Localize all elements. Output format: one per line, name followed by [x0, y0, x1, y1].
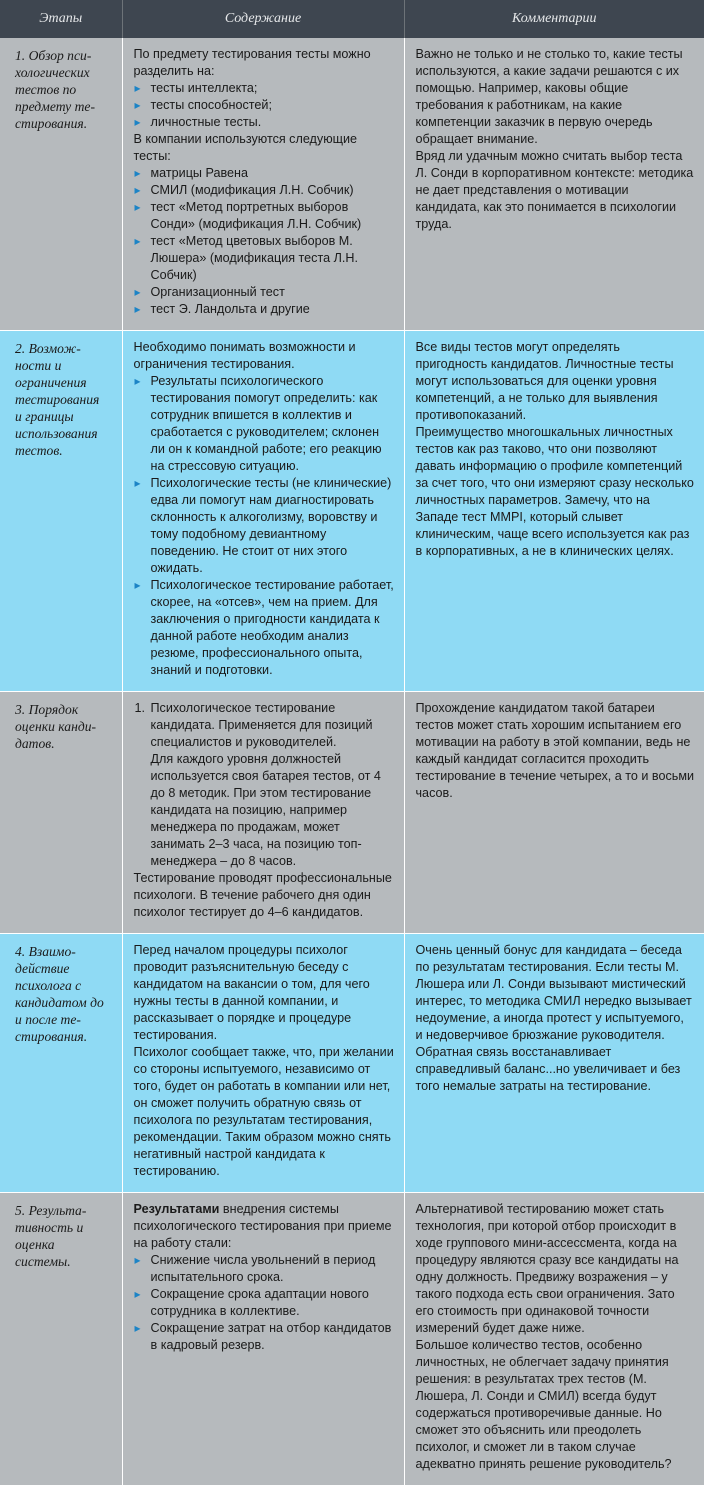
comment-cell	[404, 692, 704, 934]
content-intro-rest: внедрения системы психологического тестирования при приеме на работу стали:	[133, 1202, 392, 1250]
header-content: Содержание	[122, 0, 404, 38]
comment-paragraph: Большое количество тестов, особенно личностных, не облегчает задачу принятия решения: в результатах трех тестов (М. Люшера, Л. Сонди и СМИЛ) всегда будут содержаться противоречивые данные. Но сможет это объяснить или преодолеть психолог, и сможет ли в таком случае адекватно принять решение руководитель?	[415, 1338, 672, 1471]
table-row	[0, 1193, 704, 1486]
table-row	[0, 38, 704, 331]
list-item: ▸ Сокращение срока адаптации нового сотрудника в коллективе.	[134, 1286, 396, 1320]
comment-paragraph: Преимущество многошкальных личностных тестов как раз таково, что они позволяют давать информацию о профиле компетенций за счет того, что они измеряют сразу несколько личностных параметров. Замечу, что на Западе тест MMPI, который слывет клиническим, чаще всего используется как раз в корпоративных, а не в клинических целях.	[415, 425, 694, 558]
comment-cell	[404, 38, 704, 331]
content-cell	[122, 692, 404, 934]
table-row	[0, 331, 704, 692]
list-item: ▸ Психологическое тестирование работает, скорее, на «отсев», чем на прием. Для заключения о пригодности кандидата к данной работе необходим анализ резюме, профессионального опыта, знаний и подготовки.	[134, 577, 396, 679]
comment-paragraph: Все виды тестов могут определять пригодность кандидатов. Личностные тесты могут использоваться для оценки уровня компетенций, а не только для выявления противопоказаний.	[415, 340, 674, 422]
comment-paragraph: Очень ценный бонус для кандидата – беседа по результатам тестирования. Если тесты М. Люшера или Л. Сонди вызывают мистический интерес, то методика СМИЛ нередко вызывает недоумение, а иногда протест у испытуемого, и недоверчивое брюзжание руководителя.	[415, 943, 692, 1042]
numbered-list	[134, 700, 396, 751]
list-item: ▸ тесты способностей;	[134, 97, 396, 114]
list-item: ▸ тест «Метод портретных выборов Сонди» (модификация Л.Н. Собчик)	[134, 199, 396, 233]
list-item-number: 1.	[134, 701, 146, 715]
list-item-text: Психологическое тестирование кандидата. Применяется для позиций специалистов и руководителей.	[150, 701, 373, 749]
comment-cell	[404, 331, 704, 692]
table-row	[0, 934, 704, 1193]
stage-cell: 2. Возможности и ограничения тестирования и границы использования тестов.	[0, 331, 122, 692]
content-paragraph: Психолог сообщает также, что, при желании со стороны испытуемого, независимо от того, будет он работать в компании или нет, он сможет получить обратную связь от психолога по результатам тестирования, рекомендации. Таким образом можно снять негативный настрой кандидата к тестированию.	[133, 1045, 394, 1178]
stage-cell: 5. Результативность и оценка системы.	[0, 1193, 122, 1486]
comment-paragraph: Обратная связь восстанавливает справедливый баланс...но увеличивает и без того немалые затраты на тестирование.	[415, 1045, 681, 1093]
list-item: ▸ тест «Метод цветовых выборов М. Люшера» (модификация теста Л.Н. Собчик)	[134, 233, 396, 284]
content-intro-2: В компании используются следующие тесты:	[133, 132, 358, 163]
content-cell	[122, 934, 404, 1193]
stage-cell: 3. Порядок оценки кандидатов.	[0, 692, 122, 934]
comment-cell	[404, 934, 704, 1193]
comment-cell	[404, 1193, 704, 1486]
bullet-list	[134, 80, 396, 131]
stage-cell: 1. Обзор психологических тестов по предмету тестирования.	[0, 38, 122, 331]
content-intro-bold: Результатами	[133, 1202, 220, 1216]
list-item: ▸ тест Э. Ландольта и другие	[134, 301, 396, 318]
table-header-row	[0, 0, 704, 38]
comment-paragraph: Альтернативой тестированию может стать технология, при которой отбор происходит в ходе группового мини-ассессмента, когда на процедуру являются сразу все кандидаты на одну должность. Предвижу возражения – у такого подхода есть свои ограничения. Зато его стоимость при одинаковой точности измерений будет даже ниже.	[415, 1202, 679, 1335]
list-item: ▸ личностные тесты.	[134, 114, 396, 131]
content-intro: Необходимо понимать возможности и ограничения тестирования.	[133, 340, 356, 371]
content-cell	[122, 331, 404, 692]
list-item: ▸ матрицы Равена	[134, 165, 396, 182]
list-item	[134, 700, 396, 751]
list-item: ▸ Психологические тесты (не клинические) едва ли помогут нам диагностировать склонность к алкоголизму, воровству и тому подобному девиантному поведению. Не стоит от них этого ожидать.	[134, 475, 396, 577]
bullet-list	[134, 165, 396, 318]
content-intro	[134, 1201, 396, 1252]
list-item: ▸ Результаты психологического тестирования помогут определить: как сотрудник впишется в коллектив и сработается с руководителем; склонен ли он к командной работе; его реакцию на стрессовую ситуацию.	[134, 373, 396, 475]
list-item: ▸ СМИЛ (модификация Л.Н. Собчик)	[134, 182, 396, 199]
header-comments: Комментарии	[404, 0, 704, 38]
comment-paragraph: Важно не только и не столько то, какие тесты используются, а какие задачи решаются с их помощью. Например, каковы общие требования к работникам, на какие компетенции заказчик в первую очередь обращает внимание.	[415, 47, 683, 146]
bullet-list	[134, 373, 396, 679]
header-stages: Этапы	[0, 0, 122, 38]
table-row	[0, 692, 704, 934]
list-item: ▸ Организационный тест	[134, 284, 396, 301]
content-cell	[122, 1193, 404, 1486]
list-item: ▸ Снижение числа увольнений в период испытательного срока.	[134, 1252, 396, 1286]
list-item: ▸ Сокращение затрат на отбор кандидатов в кадровый резерв.	[134, 1320, 396, 1354]
list-item-continuation: Для каждого уровня должностей используется своя батарея тестов, от 4 до 8 методик. При этом тестирование кандидата на позицию, например менеджера по продажам, может занимать 2–3 часа, на позицию топ-менеджера – до 8 часов.	[150, 752, 381, 868]
stage-cell: 4. Взаимодействие психолога с кандидатом до и после тестирования.	[0, 934, 122, 1193]
content-intro: По предмету тестирования тесты можно разделить на:	[133, 47, 371, 78]
content-outro: Тестирование проводят профессиональные психологи. В течение рабочего дня один психолог тестирует до 4–6 кандидатов.	[133, 871, 392, 919]
comment-paragraph: Прохождение кандидатом такой батареи тестов может стать хорошим испытанием его мотивации на работу в этой компании, ведь не каждый кандидат согласится проходить тестирование в течение четырех, а то и восьми часов.	[415, 701, 695, 800]
comment-paragraph: Вряд ли удачным можно считать выбор теста Л. Сонди в корпоративном контексте: методика не дает представления о мотивации кандидата, как это понимается в психологии труда.	[415, 149, 694, 231]
list-item: ▸ тесты интеллекта;	[134, 80, 396, 97]
content-cell	[122, 38, 404, 331]
content-paragraph: Перед началом процедуры психолог проводит разъяснительную беседу с кандидатом на вакансии о том, для чего нужны тесты в данной компании, и рассказывает о порядке и процедуре тестирования.	[133, 943, 370, 1042]
bullet-list	[134, 1252, 396, 1354]
